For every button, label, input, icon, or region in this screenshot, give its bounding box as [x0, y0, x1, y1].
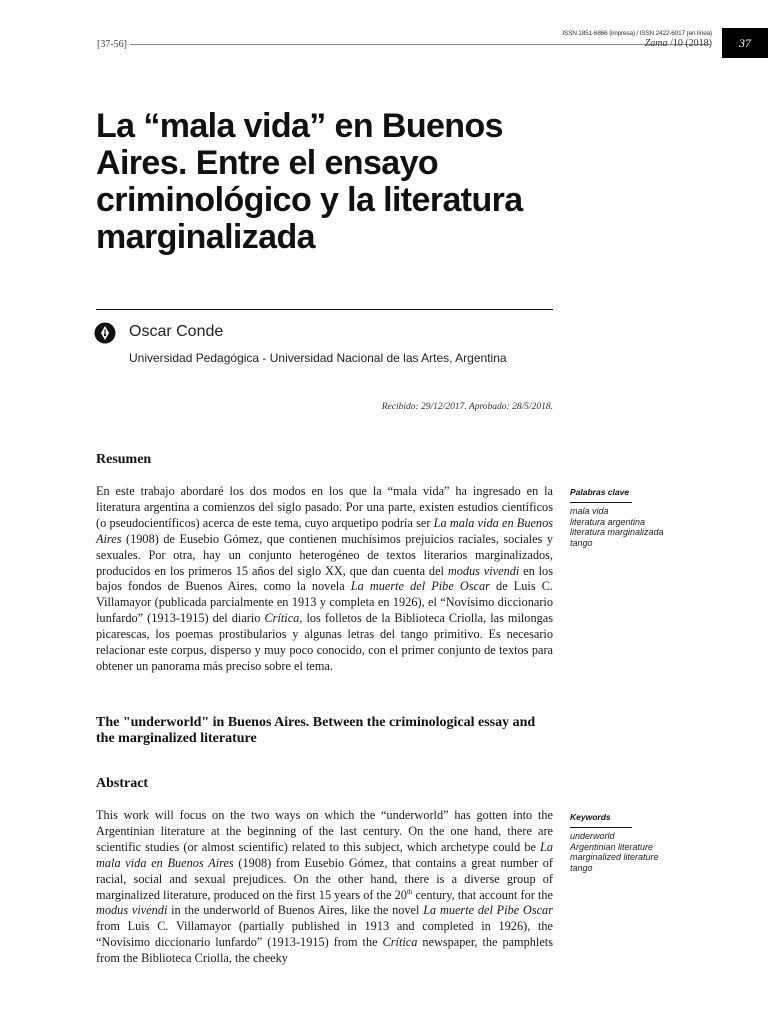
author-name: Oscar Conde	[129, 323, 224, 340]
keyword-item: mala vida	[570, 506, 609, 516]
pen-nib-icon	[94, 322, 116, 344]
italic-span: modus vivendi	[96, 903, 168, 918]
keywords-es	[570, 487, 690, 549]
keywords-en	[570, 812, 690, 874]
page-range: [37-56]	[97, 39, 127, 50]
italic-span: Crítica	[264, 611, 300, 626]
english-title: The "underworld" in Buenos Aires. Between the criminological essay and the marginalized literature	[96, 715, 536, 746]
italic-span: La mala vida en Buenos Aires	[96, 515, 554, 546]
keywords-es-rule	[570, 502, 632, 503]
keywords-en-list	[570, 831, 690, 874]
keyword-item: literatura marginalizada	[570, 527, 664, 538]
keyword-item: tango	[570, 863, 593, 874]
resumen-paragraph: En este trabajo abordaré los dos modos en los que la “mala vida” ha ingresado en la literatura argentina a comienzos del siglo pasado. Por una parte, existen estudios científicos (o pseudocientíficos) acerca de este tema, cuyo arquetipo podría ser La mala vida en Buenos Aires (1908) de Eusebio Gómez, que contienen muchísimos prejuicios raciales, sociales y sexuales. Por otra, hay un conjunto heterogéneo de textos literarios marginalizados, producidos en los primeros 15 años del siglo XX, que dan cuenta del modus vivendi en los bajos fondos de Buenos Aires, como la novela La muerte del Pibe Oscar de Luis C. Villamayor (publicada parcialmente en 1913 y completa en 1926), el “Novísimo diccionario lunfardo” (1913-1915) del diario Crítica, los folletos de la Biblioteca Criolla, las milongas picarescas, los poemas prostibularios y algunas letras del tango primitivo. Es necesario relacionar este corpus, disperso y muy poco conocido, con el primer conjunto de textos para obtener un panorama más preciso sobre el tema.	[96, 484, 554, 673]
issn-line: ISSN 1851-6866 (impresa) / ISSN 2422-6017 (en línea)	[562, 30, 712, 37]
journal-name: Zama	[644, 38, 668, 49]
header-rule	[130, 44, 710, 45]
page-number: 37	[722, 28, 768, 58]
resumen-heading: Resumen	[96, 452, 152, 467]
keywords-en-rule	[570, 827, 632, 828]
keyword-item: literatura argentina	[570, 516, 646, 527]
keywords-es-list	[570, 506, 690, 549]
keywords-en-heading: Keywords	[570, 812, 611, 822]
italic-span: modus vivendi	[447, 563, 520, 578]
italic-span: La muerte del Pibe Oscar	[423, 903, 553, 918]
keyword-item: underworld	[570, 831, 615, 841]
keyword-item: marginalized literature	[570, 852, 659, 863]
author-affiliation: Universidad Pedagógica - Universidad Nacional de las Artes, Argentina	[129, 351, 507, 365]
italic-span: Crítica	[382, 935, 418, 950]
journal-issue: /10 (2018)	[670, 38, 712, 49]
abstract-heading: Abstract	[96, 776, 149, 791]
italic-span: La mala vida en Buenos Aires	[96, 839, 553, 870]
superscript: th	[406, 887, 413, 896]
journal-citation	[645, 38, 712, 49]
title-rule	[96, 309, 553, 310]
received-approved-dates: Recibido: 29/12/2017. Aprobado: 28/5/2018.	[381, 402, 553, 412]
keyword-item: tango	[570, 538, 593, 549]
article-title: La “mala vida” en Buenos Aires. Entre el ensayo criminológico y la literatura marginalizada	[96, 107, 523, 256]
keywords-es-heading: Palabras clave	[570, 487, 630, 497]
abstract-paragraph: This work will focus on the two ways on which the “underworld” has gotten into the Argentinian literature at the beginning of the last century. On the one hand, there are scientific studies (or almost scientific) related to this subject, which archetype could be La mala vida en Buenos Aires (1908) from Eusebio Gómez, that contains a great number of racial, social and sexual prejudices. On the other hand, there is a diverse group of marginalized literature, produced on the first 15 years of the 20th century, that account for the modus vivendi in the underworld of Buenos Aires, like the novel La muerte del Pibe Oscar from Luis C. Villamayor (partially published in 1913 and completed in 1926), the “Novísimo diccionario lunfardo” (1913-1915) from the Crítica newspaper, the pamphlets from the Biblioteca Criolla, the cheeky	[96, 808, 554, 966]
keyword-item: Argentinian literature	[570, 841, 654, 852]
italic-span: La muerte del Pibe Oscar	[350, 579, 490, 594]
